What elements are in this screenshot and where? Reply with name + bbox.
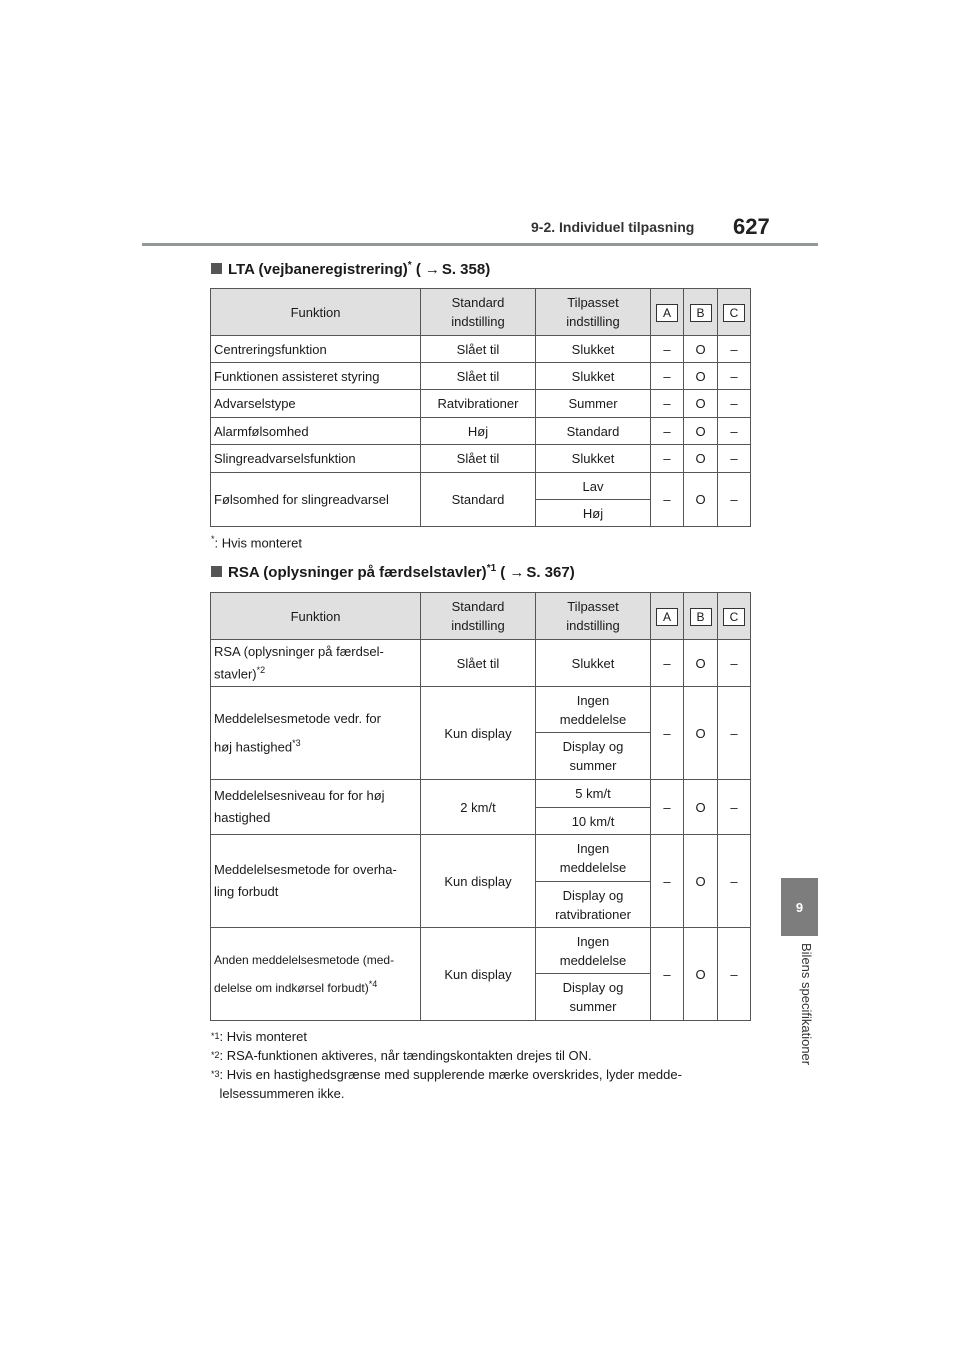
fn-sup: *2	[256, 665, 266, 676]
col-c-label: C	[723, 608, 745, 626]
cell-funktion	[211, 928, 421, 1021]
cell-standard: Slået til	[421, 640, 536, 687]
cell-standard: Kun display	[421, 928, 536, 1021]
cell-funktion	[211, 780, 421, 835]
chapter-tab[interactable]	[781, 878, 818, 936]
footnote-text: : Hvis monteret	[219, 1029, 307, 1044]
fn-line: hastighed	[214, 810, 271, 825]
cell-funktion: Centreringsfunktion	[211, 336, 421, 363]
cell-a: –	[651, 928, 684, 1021]
cell-a: –	[651, 473, 684, 527]
rsa-table	[210, 592, 751, 1021]
cell-option: Summer	[536, 390, 651, 418]
col-b-label: B	[690, 304, 712, 322]
cell-option: Display og summer	[536, 733, 651, 780]
note-text: : Hvis monteret	[214, 535, 302, 551]
section1-title: LTA (vejbaneregistrering)	[228, 261, 408, 278]
cell-option: Display og summer	[536, 974, 651, 1021]
col-a-label: A	[656, 608, 678, 626]
cell-b: O	[684, 640, 718, 687]
fn-line: Anden meddelelsesmetode (med-	[214, 953, 395, 967]
chapter-label: Bilens specifikationer	[799, 943, 814, 1066]
cell-a: –	[651, 390, 684, 418]
cell-c: –	[718, 418, 751, 445]
cell-option: Standard	[536, 418, 651, 445]
section2-heading: RSA (oplysninger på færdselstavler)$^{*1}$ ( → S. 367)	[211, 563, 575, 581]
cell-funktion: Advarselstype	[211, 390, 421, 418]
cell-b: O	[684, 928, 718, 1021]
cell-a: –	[651, 418, 684, 445]
section1-heading: LTA (vejbaneregistrering)* ( → S. 358)	[211, 260, 490, 278]
col-a-label: A	[656, 304, 678, 322]
table-row	[211, 835, 751, 882]
table-row	[211, 363, 751, 390]
cell-a: –	[651, 336, 684, 363]
table-row	[211, 418, 751, 445]
header-funktion: Funktion	[211, 289, 421, 336]
cell-b: O	[684, 473, 718, 527]
table-row	[211, 473, 751, 500]
fn-sup: *4	[368, 979, 378, 989]
footnote-text: : Hvis en hastighedsgrænse med supplerende mærke overskrides, lyder medde-lelsessummeren ikke.	[219, 1067, 682, 1101]
cell-b: O	[684, 835, 718, 928]
cell-standard: Kun display	[421, 687, 536, 780]
fn-line: ling forbudt	[214, 884, 279, 899]
cell-a: –	[651, 687, 684, 780]
cell-c: –	[718, 640, 751, 687]
lta-table	[210, 288, 751, 527]
cell-b: O	[684, 390, 718, 418]
header-funktion: Funktion	[211, 593, 421, 640]
cell-funktion: Følsomhed for slingreadvarsel	[211, 473, 421, 527]
bullet-square-icon	[211, 263, 222, 274]
cell-b: O	[684, 418, 718, 445]
cell-c: –	[718, 835, 751, 928]
cell-standard: Kun display	[421, 835, 536, 928]
cell-funktion	[211, 640, 421, 687]
cell-b: O	[684, 687, 718, 780]
cell-a: –	[651, 640, 684, 687]
cell-c: –	[718, 336, 751, 363]
cell-c: –	[718, 928, 751, 1021]
footnote-mark: *2	[211, 1050, 220, 1060]
fn-line: Meddelelsesniveau for for høj	[214, 788, 385, 803]
header-tilpasset: Tilpasset indstilling	[536, 289, 651, 336]
section2-title: RSA (oplysninger på færdselstavler)	[228, 564, 487, 581]
fn-line: Meddelelsesmetode vedr. for	[214, 710, 381, 726]
cell-option: 5 km/t	[536, 780, 651, 808]
cell-standard: 2 km/t	[421, 780, 536, 835]
footnote	[211, 1027, 751, 1046]
cell-option: Display og ratvibrationer	[536, 882, 651, 928]
cell-funktion	[211, 687, 421, 780]
table-header-row	[211, 593, 751, 640]
col-b-label: B	[690, 608, 712, 626]
table-row	[211, 445, 751, 473]
cell-option: Ingen meddelelse	[536, 687, 651, 733]
cell-c: –	[718, 445, 751, 473]
cell-c: –	[718, 687, 751, 780]
table-row	[211, 640, 751, 687]
header-tilpasset: Tilpasset indstilling	[536, 593, 651, 640]
cell-a: –	[651, 445, 684, 473]
fn-line: stavler)	[214, 666, 257, 682]
cell-c: –	[718, 473, 751, 527]
fn-line: Meddelelsesmetode for overha-	[214, 862, 397, 877]
cell-funktion: Slingreadvarselsfunktion	[211, 445, 421, 473]
header-standard: Standard indstilling	[421, 593, 536, 640]
fn-sup: *3	[292, 737, 301, 748]
footnote	[211, 1046, 751, 1065]
cell-option: Slukket	[536, 445, 651, 473]
cell-option: Ingen meddelelse	[536, 928, 651, 974]
footnote-mark: *1	[211, 1031, 220, 1041]
table-row	[211, 336, 751, 363]
cell-option: Høj	[536, 500, 651, 527]
cell-option: Slukket	[536, 640, 651, 687]
footnote-mark: *3	[211, 1069, 220, 1079]
cell-standard: Slået til	[421, 363, 536, 390]
footnote-text: : RSA-funktionen aktiveres, når tændingskontakten drejes til ON.	[219, 1048, 592, 1063]
table-row	[211, 780, 751, 808]
cell-funktion: Alarmfølsomhed	[211, 418, 421, 445]
cell-funktion: Funktionen assisteret styring	[211, 363, 421, 390]
cell-b: O	[684, 336, 718, 363]
section2-title-sup: *1	[486, 563, 497, 574]
section1-title-sup: *	[407, 260, 412, 271]
cell-b: O	[684, 780, 718, 835]
table-row	[211, 687, 751, 733]
table-row	[211, 928, 751, 974]
fn-line: delelse om indkørsel forbudt)	[214, 981, 369, 995]
cell-a: –	[651, 835, 684, 928]
table-header-row	[211, 289, 751, 336]
cell-b: O	[684, 445, 718, 473]
cell-option: Lav	[536, 473, 651, 500]
cell-option: Slukket	[536, 336, 651, 363]
cell-c: –	[718, 363, 751, 390]
arrow-right-icon: →	[424, 261, 440, 278]
cell-standard: Høj	[421, 418, 536, 445]
section1-note	[211, 534, 302, 550]
cell-a: –	[651, 780, 684, 835]
cell-option: Ingen meddelelse	[536, 835, 651, 882]
cell-funktion	[211, 835, 421, 928]
bullet-square-icon	[211, 566, 222, 577]
section1-ref-link[interactable]: S. 358	[441, 261, 486, 278]
cell-c: –	[718, 780, 751, 835]
cell-c: –	[718, 390, 751, 418]
cell-standard: Slået til	[421, 445, 536, 473]
cell-a: –	[651, 363, 684, 390]
cell-option: 10 km/t	[536, 808, 651, 835]
cell-option: Slukket	[536, 363, 651, 390]
page-number: 627	[733, 214, 770, 239]
chapter-number: 9	[795, 899, 804, 915]
header-standard: Standard indstilling	[421, 289, 536, 336]
table-row	[211, 390, 751, 418]
note-mark: *	[211, 534, 215, 544]
cell-standard: Slået til	[421, 336, 536, 363]
col-c-label: C	[723, 304, 745, 322]
section2-ref-link[interactable]: S. 367	[526, 564, 570, 581]
fn-line: høj hastighed	[214, 739, 293, 755]
fn-line: RSA (oplysninger på færdsel-	[214, 644, 384, 660]
cell-standard: Standard	[421, 473, 536, 527]
cell-standard: Ratvibrationer	[421, 390, 536, 418]
cell-b: O	[684, 363, 718, 390]
section-header: 9-2. Individuel tilpasning	[531, 219, 695, 235]
header-rule	[142, 243, 818, 246]
section2-footnotes	[211, 1027, 751, 1103]
arrow-right-icon: →	[509, 564, 525, 581]
footnote	[211, 1065, 751, 1103]
